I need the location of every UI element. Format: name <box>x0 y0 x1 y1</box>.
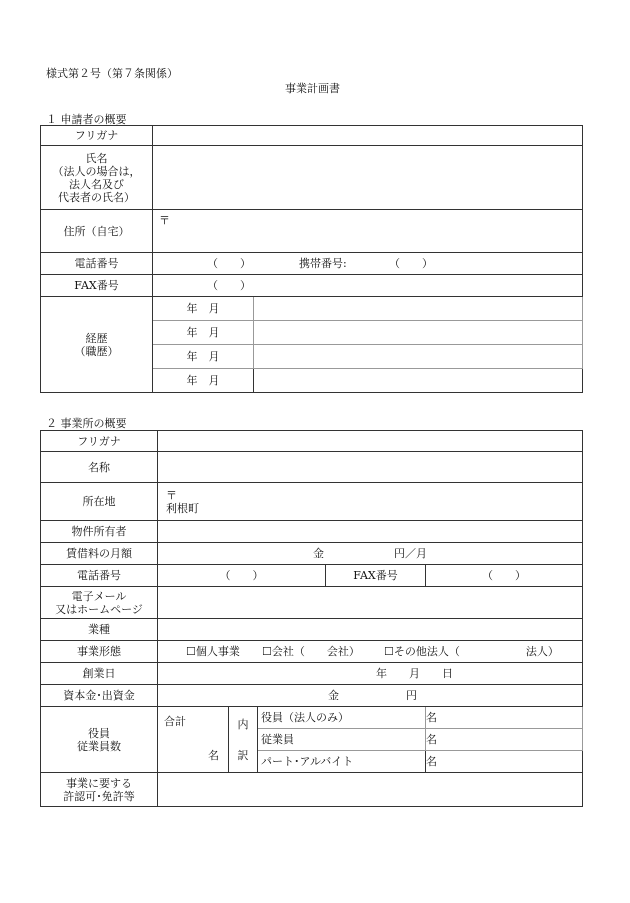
form-number: 様式第２号（第７条関係） <box>46 67 178 80</box>
career-detail[interactable] <box>254 297 583 321</box>
option-sole-proprietor[interactable]: ☐個人事業 <box>186 645 240 658</box>
s1-mobile-paren: （ ） <box>389 257 433 270</box>
staff-row-unit[interactable]: 名 <box>426 729 583 751</box>
career-detail[interactable] <box>254 321 583 345</box>
s1-fax-cell[interactable] <box>153 275 583 297</box>
s2-rent-label: 賃借料の月額 <box>41 543 158 565</box>
staff-row-unit[interactable]: 名 <box>426 751 583 773</box>
s1-mobile-label: 携帯番号: <box>299 257 347 270</box>
s1-address-label: 住所（自宅） <box>41 210 153 253</box>
s2-industry-input[interactable] <box>158 619 583 641</box>
career-date[interactable]: 年 月 <box>153 345 254 369</box>
capital-unit: 円 <box>406 689 417 702</box>
postal-mark: 〒 <box>166 488 177 502</box>
s2-fax-label: FAX番号 <box>326 565 426 587</box>
s1-fax-paren: （ ） <box>207 279 251 292</box>
total-unit: 名 <box>208 749 219 762</box>
s2-permit-label: 事業に要する 許認可･免許等 <box>41 773 158 807</box>
postal-mark: 〒 <box>159 214 170 227</box>
rent-kin: 金 <box>313 547 324 560</box>
staff-row-label: パート･アルバイト <box>258 751 426 773</box>
s2-location-input[interactable] <box>158 483 583 521</box>
s1-address-input[interactable] <box>153 210 583 253</box>
s2-email-input[interactable] <box>158 587 583 619</box>
s2-rent-cell[interactable] <box>158 543 583 565</box>
s2-capital-cell[interactable] <box>158 685 583 707</box>
s2-industry-label: 業種 <box>41 619 158 641</box>
s2-furigana-input[interactable] <box>158 431 583 452</box>
breakdown-label: 内 訳 <box>229 707 258 773</box>
s1-phone-cell[interactable] <box>153 253 583 275</box>
town-name: 利根町 <box>166 501 199 515</box>
s2-staff-label: 役員 従業員数 <box>41 707 158 773</box>
s2-capital-label: 資本金･出資金 <box>41 685 158 707</box>
s2-phone-input[interactable]: （ ） <box>158 565 326 587</box>
s1-fax-label: FAX番号 <box>41 275 153 297</box>
s1-name-label: 氏名 （法人の場合は， 法人名及び 代表者の氏名） <box>41 146 153 210</box>
section2-heading: ２ 事業所の概要 <box>46 417 127 430</box>
option-other-corporation[interactable]: ☐その他法人（ 法人） <box>384 645 559 658</box>
staff-total-cell[interactable] <box>158 707 229 773</box>
s2-phone-label: 電話番号 <box>41 565 158 587</box>
career-date[interactable]: 年 月 <box>153 369 254 393</box>
career-detail[interactable] <box>254 345 583 369</box>
s2-furigana-label: フリガナ <box>41 431 158 452</box>
s1-phone-label: 電話番号 <box>41 253 153 275</box>
option-company[interactable]: ☐会社（ 会社） <box>262 645 360 658</box>
s2-permit-input[interactable] <box>158 773 583 807</box>
s2-owner-label: 物件所有者 <box>41 521 158 543</box>
founding-date: 年 月 日 <box>376 667 453 680</box>
s1-furigana-label: フリガナ <box>41 126 153 146</box>
career-detail[interactable] <box>254 369 583 393</box>
s2-founding-cell[interactable] <box>158 663 583 685</box>
applicant-table <box>40 125 583 393</box>
s2-location-label: 所在地 <box>41 483 158 521</box>
s2-email-label: 電子メール 又はホームページ <box>41 587 158 619</box>
career-date[interactable]: 年 月 <box>153 297 254 321</box>
staff-row-label: 従業員 <box>258 729 426 751</box>
s2-business-form-cell <box>158 641 583 663</box>
s2-owner-input[interactable] <box>158 521 583 543</box>
business-table <box>40 430 583 807</box>
s2-fax-input[interactable]: （ ） <box>426 565 583 587</box>
staff-row-label: 役員（法人のみ） <box>258 707 426 729</box>
s1-phone-paren: （ ） <box>207 257 251 270</box>
total-label: 合計 <box>164 715 186 728</box>
document-title: 事業計画書 <box>285 82 340 95</box>
s1-name-input[interactable] <box>153 146 583 210</box>
s2-name-input[interactable] <box>158 452 583 483</box>
s1-furigana-input[interactable] <box>153 126 583 146</box>
staff-row-unit[interactable]: 名 <box>426 707 583 729</box>
s1-career-label: 経歴 （職歴） <box>41 297 153 393</box>
s2-founding-label: 創業日 <box>41 663 158 685</box>
capital-kin: 金 <box>328 689 339 702</box>
s2-business-form-label: 事業形態 <box>41 641 158 663</box>
s2-name-label: 名称 <box>41 452 158 483</box>
career-date[interactable]: 年 月 <box>153 321 254 345</box>
rent-unit: 円／月 <box>394 547 427 560</box>
section1-heading: １ 申請者の概要 <box>46 113 127 126</box>
